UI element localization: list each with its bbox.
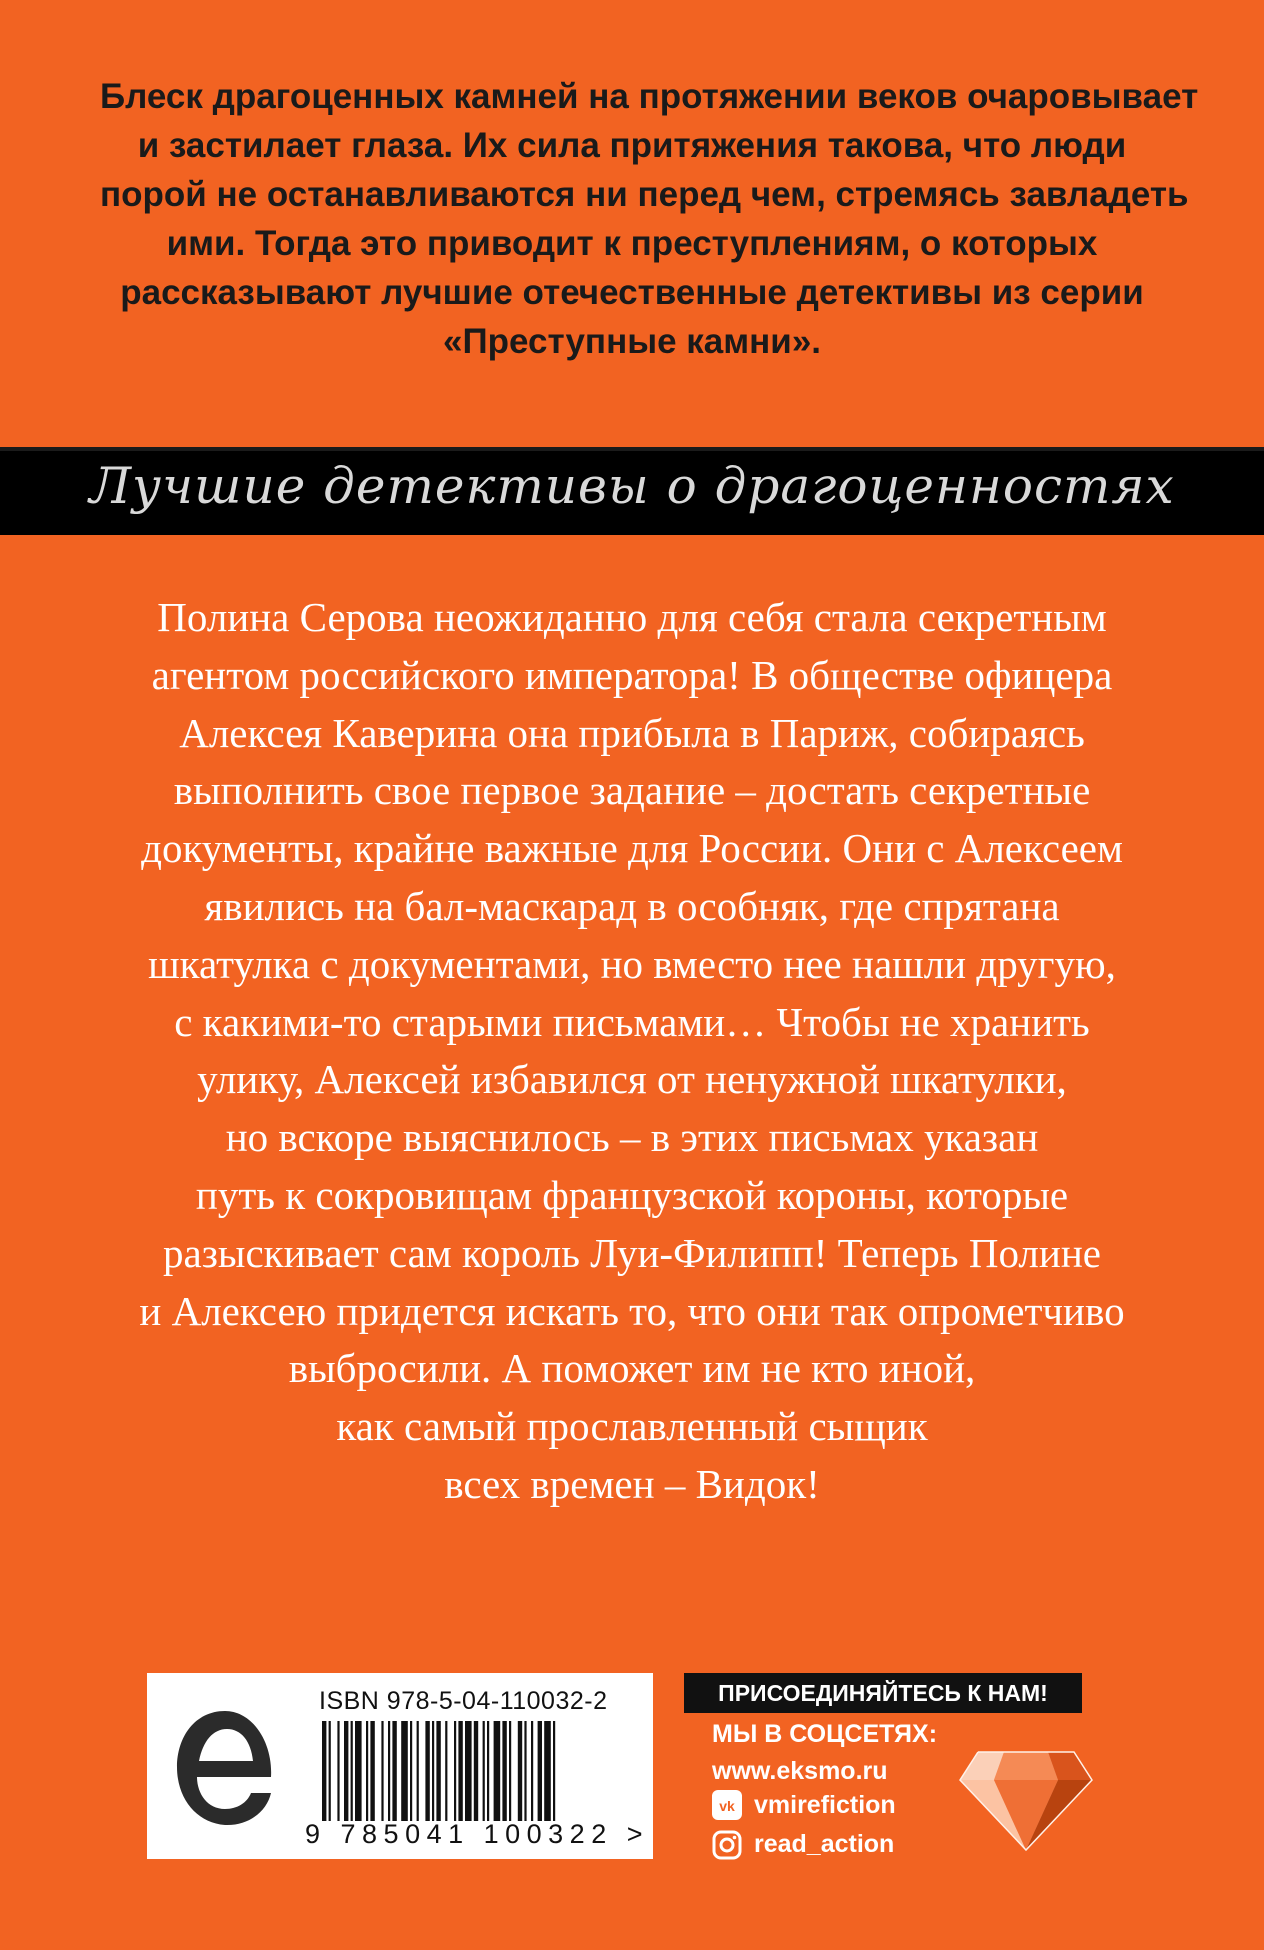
blurb-line: ими. Тогда это приводит к преступлениям, о которых [166,224,1098,263]
instagram-icon [712,1830,742,1860]
diamond-icon [958,1742,1094,1852]
annotation-line: документы, крайне важные для России. Они с Алексеем [141,825,1123,872]
barcode-stripe [483,1721,485,1821]
barcode-stripe [531,1721,533,1821]
annotation-line: путь к сокровищам французской короны, которые [195,1171,1069,1218]
isbn-label: ISBN 978-5-04-110032-2 [319,1687,608,1715]
annotation-line: Алексея Каверина она прибыла в Париж, собираясь [179,709,1085,756]
barcode-stripe [344,1721,348,1821]
barcode-stripe [322,1721,326,1821]
annotation-line: разыскивает сам король Луи-Филипп! Теперь Полине [163,1229,1101,1276]
barcode [322,1721,622,1821]
barcode-stripe [553,1721,555,1821]
barcode-stripe [494,1721,501,1821]
barcode-digits: 9 785041 100322 > [305,1819,649,1849]
barcode-stripe [329,1721,331,1821]
instagram-link[interactable]: read_action [754,1830,895,1858]
blurb-line: и застилает глаза. Их сила притяжения такова, что люди [137,126,1127,165]
blurb-line: «Преступные камни». [442,322,822,361]
annotation-line: выполнить свое первое задание – достать секретные [173,767,1091,814]
barcode-stripe [401,1721,408,1821]
barcode-stripe [432,1721,434,1821]
barcode-stripe [454,1721,456,1821]
annotation-line: шкатулка с документами, но вместо нее нашли другую, [148,940,1116,987]
barcode-stripe [392,1721,396,1821]
barcode-stripe [370,1721,374,1821]
barcode-stripe [509,1721,511,1821]
annotation-line: как самый прославленный сыщик [336,1403,928,1450]
barcode-stripe [518,1721,522,1821]
vk-link[interactable]: vmirefiction [754,1791,896,1819]
barcode-stripe [487,1721,489,1821]
annotation-line: но вскоре выяснилось – в этих письмах указан [225,1114,1039,1161]
series-title: Лучшие детективы о драгоценностях [89,457,1175,515]
barcode-stripe [474,1721,478,1821]
join-badge: ПРИСОЕДИНЯЙТЕСЬ К НАМ! [684,1673,1082,1713]
annotation-line: улику, Алексей избавился от ненужной шкатулки, [197,1056,1067,1103]
barcode-stripe [538,1721,542,1821]
annotation-line: всех времен – Видок! [444,1460,820,1507]
annotation-line: с какими-то старыми письмами… Чтобы не хранить [174,998,1090,1045]
annotation-line: агентом российского императора! В обществе офицера [151,651,1113,698]
barcode-stripe [337,1721,339,1821]
publisher-logo-icon [167,1703,277,1833]
svg-text:vk: vk [719,1798,735,1814]
barcode-stripe [351,1721,353,1821]
barcode-stripe [465,1721,472,1821]
barcode-stripe [524,1721,526,1821]
annotation-text [60,589,1204,1514]
barcode-stripe [445,1721,447,1821]
barcode-stripe [436,1721,440,1821]
barcode-box [147,1673,653,1859]
blurb-line: рассказывают лучшие отечественные детективы из серии [120,273,1144,312]
blurb-line: порой не останавливаются ни перед чем, стремясь завладеть [100,175,1189,214]
blurb-line: Блеск драгоценных камней на протяжении веков очаровывает [100,77,1199,116]
barcode-stripe [544,1721,551,1821]
barcode-stripe [355,1721,362,1821]
social-heading: МЫ В СОЦСЕТЯХ: [712,1720,938,1748]
barcode-stripe [425,1721,429,1821]
barcode-stripe [366,1721,368,1821]
barcode-stripe [417,1721,419,1821]
annotation-line: и Алексею придется искать то, что они так опрометчиво [139,1287,1125,1334]
barcode-stripe [502,1721,506,1821]
annotation-line: выбросили. А поможет им не кто иной, [288,1345,976,1392]
barcode-stripe [388,1721,390,1821]
barcode-stripe [410,1721,412,1821]
barcode-stripe [381,1721,383,1821]
website-link[interactable]: www.eksmo.ru [712,1757,888,1785]
blurb-text [100,72,1199,366]
barcode-stripe [458,1721,462,1821]
annotation-line: явились на бал-маскарад в особняк, где спрятана [204,882,1060,929]
annotation-line: Полина Серова неожиданно для себя стала секретным [157,594,1107,640]
vk-icon [712,1790,742,1820]
